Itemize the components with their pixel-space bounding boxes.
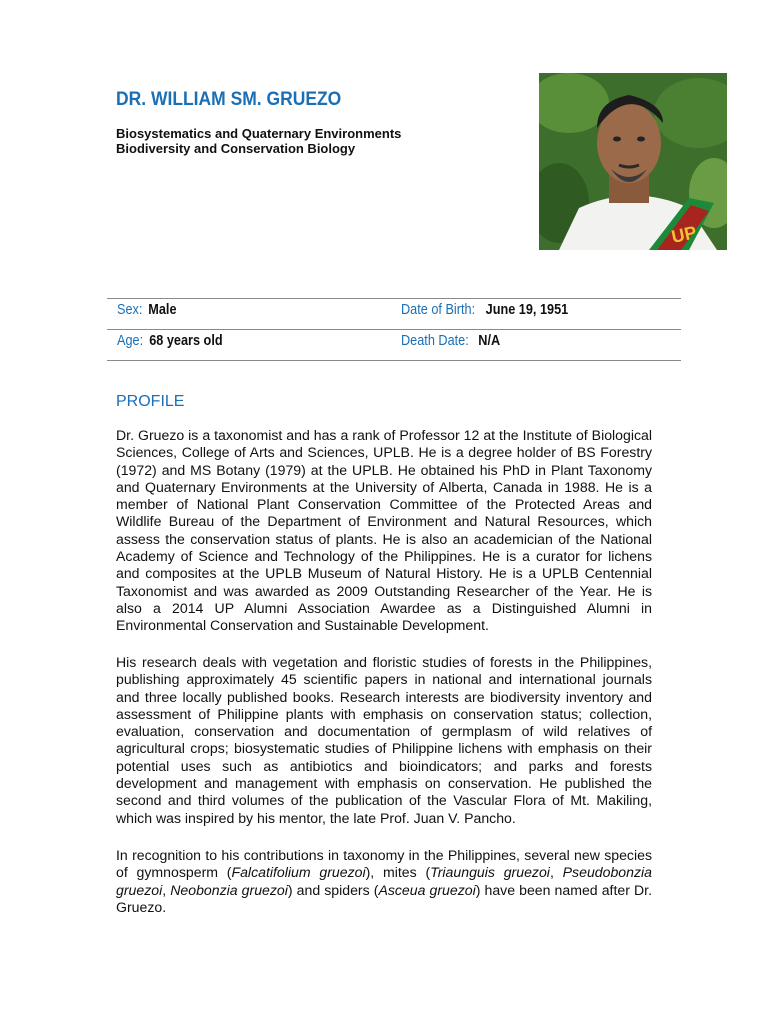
svg-text:UP: UP [669, 222, 699, 247]
profile-paragraph-3 [116, 847, 652, 916]
p3-text-5: ) and spiders ( [287, 881, 379, 898]
p3-text-6: ) have been named after Dr. Gruezo. [116, 881, 652, 915]
table-middle-rule [107, 329, 681, 330]
dob-field [401, 301, 590, 318]
p3-text-2: ), mites ( [365, 864, 431, 881]
species-neobonzia: Neobonzia gruezoi [170, 881, 288, 898]
profile-paragraph-1: Dr. Gruezo is a taxonomist and has a rank of Professor 12 at the Institute of Biological Sciences, College of Arts and Sciences, UPLB. He is a degree holder of BS Forestry (1972) and MS Botany (1979) at the UPLB. He obtained his PhD in Plant Taxonomy and Quaternary Environments at the University of Alberta, Canada in 1988. He is a member of National Plant Conservation Committee of the Protected Areas and Wildlife Bureau of the Department of Environment and Natural Resources, which assess the conservation status of plants. He is also an academician of the National Academy of Science and Technology of the Philippines. He is a curator for lichens and composites at the UPLB Museum of Natural History. He is a UPLB Centennial Taxonomist and was awarded as 2009 Outstanding Researcher of the Year. He is also a 2014 UP Alumni Association Awardee as a Distinguished Alumni in Environmental Conservation and Sustainable Development. [116, 427, 652, 634]
species-pseudobonzia: Pseudobonzia gruezoi [116, 864, 652, 898]
age-value: 68 years old [149, 332, 223, 349]
dob-label: Date of Birth: [401, 301, 476, 318]
species-asceua: Asceua gruezoi [378, 881, 476, 898]
species-falcatifolium: Falcatifolium gruezoi [231, 864, 366, 881]
profile-paragraph-2: His research deals with vegetation and floristic studies of forests in the Philippines, publishing approximately 45 scientific papers in national and international journals and three locally published books. Research interests are biodiversity inventory and assessment of Philippine plants with emphasis on conservation status; collection, evaluation, conservation and documentation of germplasm of wild relatives of agricultural crops; biosystematic studies of Philippine lichens with emphasis on their potential uses such as antibiotics and bioindicators; and parks and forests development and management with emphasis on conservation. He published the second and third volumes of the publication of the Vascular Flora of Mt. Makiling, which was inspired by his mentor, the late Prof. Juan V. Pancho. [116, 654, 652, 826]
species-triaunguis: Triaunguis gruezoi [430, 864, 550, 881]
death-date-field [401, 332, 511, 349]
age-label: Age: [117, 332, 144, 349]
profile-heading: PROFILE [116, 393, 185, 410]
death-value: N/A [478, 332, 501, 349]
sex-field [117, 301, 185, 318]
research-field-1: Biosystematics and Quaternary Environments [116, 126, 402, 141]
p3-text-4: , [162, 881, 171, 898]
p3-text-3: , [549, 864, 563, 881]
sex-value: Male [148, 301, 177, 318]
p3-text-1: In recognition to his contributions in taxonomy in the Philippines, several new species of gymnosperm ( [116, 847, 652, 881]
age-field [117, 332, 239, 349]
research-field-2: Biodiversity and Conservation Biology [116, 141, 356, 156]
table-bottom-rule [107, 360, 681, 361]
sex-label: Sex: [117, 301, 143, 318]
death-label: Death Date: [401, 332, 469, 349]
dob-value: June 19, 1951 [485, 301, 568, 318]
person-name: DR. WILLIAM SM. GRUEZO [116, 89, 342, 110]
portrait-photo [539, 73, 727, 250]
table-top-rule [107, 298, 681, 299]
